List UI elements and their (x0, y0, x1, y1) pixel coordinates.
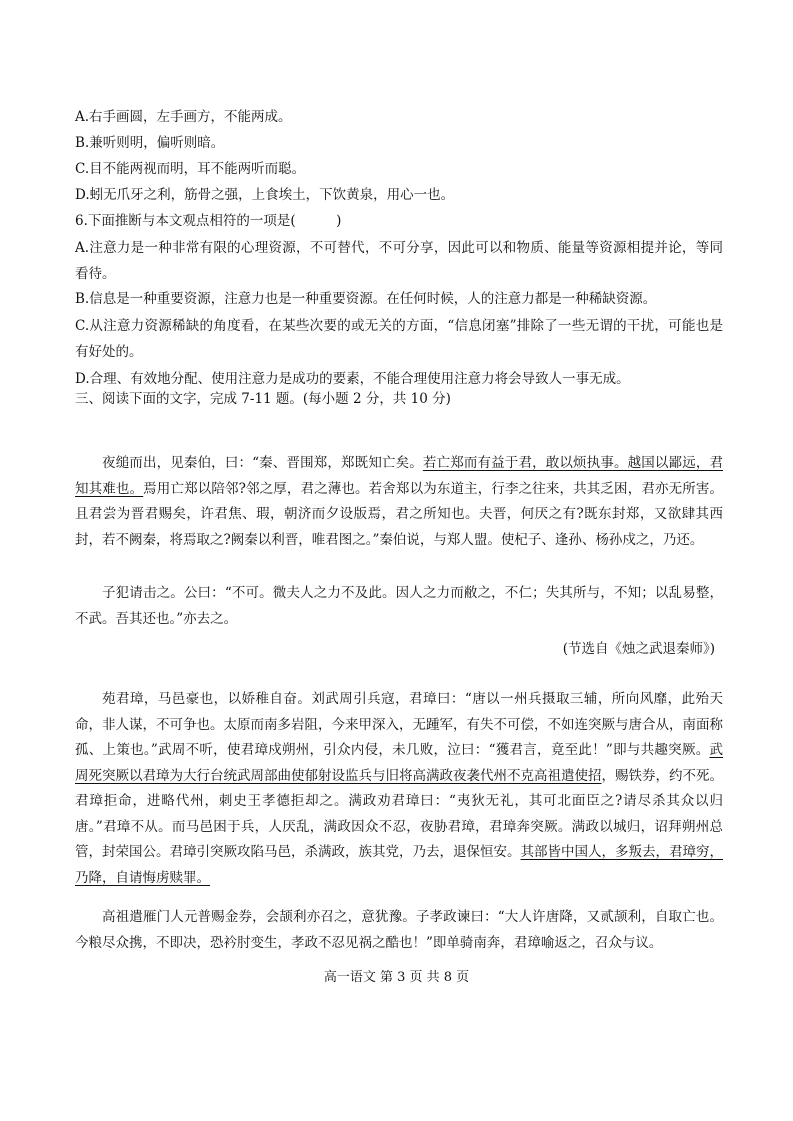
passage-1-paragraph-1 (75, 451, 723, 553)
passage-1-underlined-sentence: 若亡郑而有益于君，敢以烦执事。越国以鄙远，君知其难也。 (75, 455, 723, 497)
option-c: C.目不能两视而明，耳不能两听而聪。 (75, 161, 306, 177)
passage-1-paragraph-2: 子犯请击之。公曰：“不可。微夫人之力不及此。因人之力而敝之，不仁；失其所与，不知；以乱易整，不武。吾其还也。”亦去之。 (75, 585, 723, 627)
passage-2-paragraph-2: 高祖遣雁门人元普赐金券，会颉利亦召之，意犹豫。子孝政谏曰：“大人许唐降，又贰颉利，自取亡也。今粮尽众携，不即决，恐衿肘变生，孝政不忍见祸之酷也！”即单骑南奔，君璋喻返之，召众与议。 (75, 909, 723, 951)
question-6-stem: 6.下面推断与本文观点相符的一项是( ) (75, 213, 342, 229)
question-6-option-c: C.从注意力资源稀缺的角度看，在某些次要的或无关的方面，“信息闭塞”排除了一些无谓的干扰，可能也是有好处的。 (75, 318, 723, 360)
passage-1-source: (节选自《烛之武退秦师》) (562, 641, 715, 657)
option-b: B.兼听则明，偏听则暗。 (75, 135, 225, 151)
passage-2-text-b: ，赐铁券，约不死。君璋拒命，进略代州，刺史王孝德拒却之。满政劝君璋曰：“夷狄无礼，其可北面臣之?请尽杀其众以归唐。”君璋不从。而马邑困于兵，人厌乱，满政因众不忍，夜胁君璋，君璋奔突厥。满政以城归，诏拜朔州总管，封荣国公。君璋引突厥攻陷马邑，杀满政，族其党，乃去，退保恒安。 (75, 767, 723, 860)
passage-2-underlined-sentence-1: 武周死突厥以君璋为大行台统武周部曲使郁射设监兵与旧将高满政夜袭代州不克高祖遣使招 (75, 742, 723, 784)
section-3-heading: 三、阅读下面的文字，完成 7-11 题。(每小题 2 分，共 10 分) (75, 391, 451, 407)
option-a: A.右手画圆，左手画方，不能两成。 (75, 109, 292, 125)
question-6-option-b: B.信息是一种重要资源，注意力也是一种重要资源。在任何时候，人的注意力都是一种稀缺资源。 (75, 291, 657, 307)
option-d: D.蚓无爪牙之利，筋骨之强，上食埃土，下饮黄泉，用心一也。 (75, 187, 455, 203)
passage-2-text-a: 苑君璋，马邑豪也，以娇稚自奋。刘武周引兵寇，君璋曰：“唐以一州兵摄取三辅，所向风靡，此殆天命，非人谋，不可争也。太原而南多岩阻，今来甲深入，无踵军，有失不可偿，不如连突厥与唐合从，南面称孤、上策也。”武周不听，使君璋戍朔州，引众内侵，未几败，泣曰：“獲君言，竟至此！”即与共趣突厥。 (75, 691, 723, 758)
passage-1-text-b: 焉用亡郑以陪邻?邻之厚，君之薄也。若舍郑以为东道主，行李之往来，共其乏困，君亦无所害。且君尝为晋君赐矣，许君焦、瑕，朝济而夕设版焉，君之所知也。夫晋，何厌之有?既东封郑，又欲肆其西封，若不阙秦，将焉取之?阙秦以利晋，唯君图之。”秦伯说，与郑人盟。使杞子、逢孙、杨孙戍之，乃还。 (75, 480, 723, 548)
passage-2-paragraph-1 (75, 687, 723, 891)
passage-2-underlined-sentence-2: 其部皆中国人，多叛去，君璋穷，乃降，自请悔虏赎罪。 (75, 844, 723, 886)
passage-1-text-a: 夜缒而出，见秦伯，曰：“秦、晋围郑，郑既知亡矣。 (102, 455, 423, 471)
question-6-option-a: A.注意力是一种非常有限的心理资源，不可替代，不可分享，因此可以和物质、能量等资源相提并论，等同看待。 (75, 240, 723, 282)
question-6-option-d: D.合理、有效地分配、使用注意力是成功的要素，不能合理使用注意力将会导致人一事无成。 (75, 371, 630, 387)
page-footer: 高一语文 第 3 页 共 8 页 (323, 970, 470, 985)
